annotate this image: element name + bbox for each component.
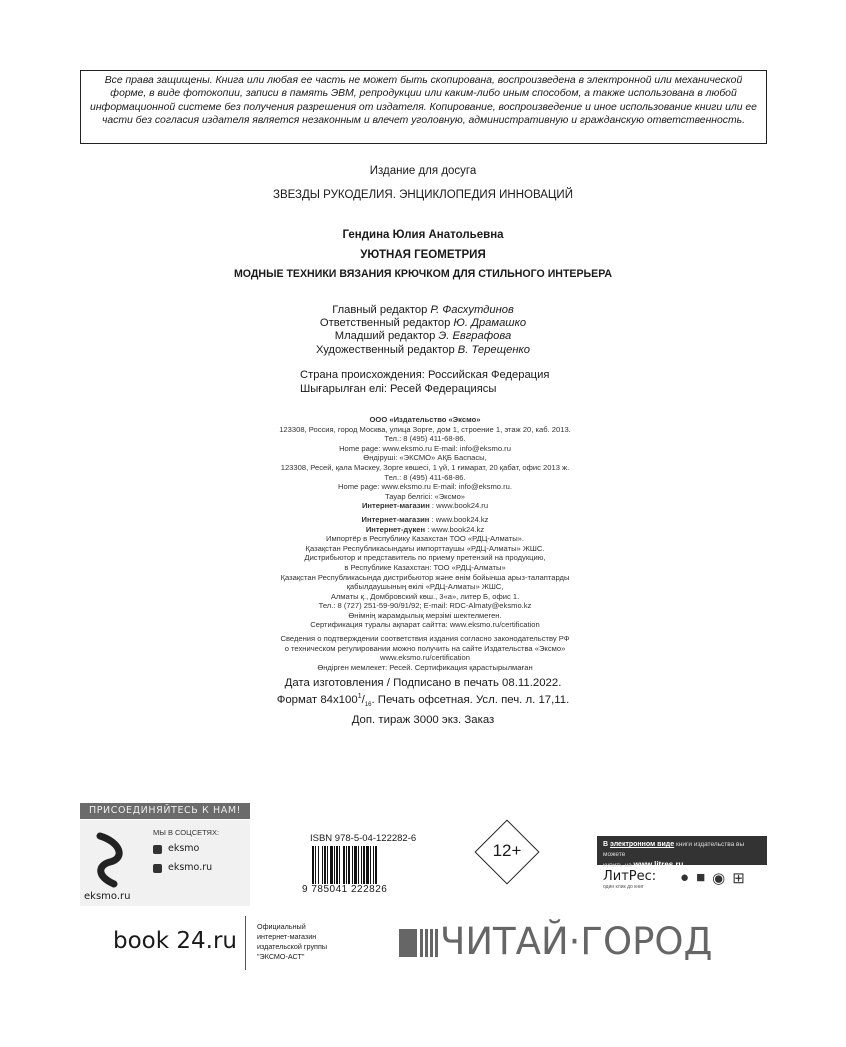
editor-line [0, 330, 846, 343]
shop-label: Интернет-магазин [361, 501, 430, 511]
book-title: УЮТНАЯ ГЕОМЕТРИЯ [360, 249, 486, 261]
social-panel [80, 820, 250, 906]
info-line: Өнімнің жарамдылық мерзімі шектелмеген. [348, 610, 502, 620]
country-kz: Шығарылған елі: Ресей Федерациясы [300, 382, 497, 395]
vk-link[interactable]: eksmo [168, 843, 200, 854]
litres-tagline: один клик до книг [603, 884, 644, 890]
info-line: о техническом регулировании можно получить на сайте Издательства «Эксмо» [284, 643, 566, 653]
country-of-origin [300, 369, 549, 396]
info-line: Home page: www.eksmo.ru E-mail: info@eksmo.ru. [338, 482, 512, 492]
desc-line: интернет-магазин [257, 932, 317, 941]
social-link[interactable]: eksmo.ru [168, 862, 213, 873]
editors-list [0, 304, 846, 357]
editor-line [0, 317, 846, 330]
info-line: Home page: www.eksmo.ru E-mail: info@eksmo.ru [339, 443, 511, 453]
editor-name: Ю. Драмашко [453, 317, 527, 330]
shop-url[interactable]: : www.book24.kz [425, 524, 485, 534]
info-line: Өндірген мемлекет: Ресей. Сертификация қарастырылмаған [317, 662, 533, 672]
format-sub: 16 [364, 702, 372, 709]
book24-logo: book 24.ru [113, 928, 237, 954]
info-line: Тауар белгісі: «Эксмо» [384, 491, 466, 501]
info-line: Тел.: 8 (495) 411-68-86. [384, 472, 466, 482]
litres-em: электронном виде [610, 841, 675, 848]
info-line: Алматы қ., Домбровский көш., 3«а», литер Б, офис 1. [330, 591, 520, 601]
print-run: Доп. тираж 3000 экз. Заказ [351, 713, 495, 726]
eksmo-site[interactable]: eksmo.ru [84, 891, 131, 902]
series-name: ЗВЕЗДЫ РУКОДЕЛИЯ. ЭНЦИКЛОПЕДИЯ ИННОВАЦИЙ [273, 189, 573, 201]
info-line: 123308, Ресей, қала Мәскеу, Зорге көшесі, 1 үй, 1 ғимарат, 20 қабат, офис 2013 ж. [280, 462, 570, 472]
chitai-gorod-logo: ЧИТАЙ·ГОРОД [440, 920, 713, 963]
info-line: Импортёр в Республику Казахстан ТОО «РДЦ-Алматы». [325, 534, 524, 544]
android-icon: ■ [696, 869, 706, 886]
editor-line [0, 344, 846, 357]
chitai-gorod-books-icon [420, 929, 440, 957]
shop-line [220, 525, 630, 535]
print-format: Формат $84x100^1/_{16}$. Печать офсетная. Усл. печ. л. 17,11. [276, 693, 570, 709]
litres-banner[interactable] [597, 836, 767, 869]
eksmo-logo-icon [92, 832, 128, 888]
shop-url[interactable]: : www.book24.ru [429, 501, 489, 511]
litres-url[interactable]: www.litres.ru [633, 860, 684, 869]
barcode-digits: 9 785041 222826 [302, 884, 388, 895]
join-us-banner: ПРИСОЕДИНЯЙТЕСЬ К НАМ! [80, 803, 250, 819]
edition-type: Издание для досуга [369, 165, 477, 177]
shop-line [220, 501, 630, 511]
editor-name: Э. Евграфова [438, 330, 512, 343]
publisher-name: ООО «Издательство «Эксмо» [369, 415, 481, 424]
editor-name: Р. Фасхутдинов [430, 304, 514, 316]
copyright-notice: Все права защищены. Книга или любая ее часть не может быть скопирована, воспроизведена в электронной или механической форме, в виде фотокопии, записи в память ЭВМ, репродукции или каким-либо иным способом, а также использована в любой информационной системе без получения разрешения от издателя. Копирование, воспроизведение и иное использование книги или ее части без согласия издателя является незаконным и влечет уголовную, административную и гражданскую ответственность. [80, 70, 767, 144]
windows-phone-icon: ◉ [712, 870, 726, 887]
publisher-lines [220, 425, 630, 502]
litres-text: купить на [603, 862, 634, 869]
distributor-lines [220, 534, 630, 630]
isbn: ISBN 978-5-04-122282-6 [310, 833, 417, 844]
editor-role: Главный редактор [332, 304, 428, 316]
barcode [312, 846, 422, 884]
book24-description [257, 922, 327, 962]
vk-icon [153, 845, 162, 854]
editor-role: Ответственный редактор [319, 317, 451, 330]
info-line: Тел.: 8 (495) 411-68-86. [384, 434, 466, 444]
desc-line: Официальный [257, 922, 306, 931]
print-date: Дата изготовления / Подписано в печать 08.11.2022. [284, 677, 562, 689]
editor-role: Художественный редактор [315, 343, 455, 356]
barcode-bar [375, 846, 377, 884]
editor-name: В. Терещенко [457, 343, 531, 356]
format-sup: 1 [357, 693, 362, 701]
social-heading: МЫ В СОЦСЕТЯХ: [153, 828, 220, 837]
format-text: . Печать офсетная. Усл. печ. л. 17,11. [371, 694, 570, 707]
info-line: Сведения о подтверждении соответствия издания согласно законодательству РФ [280, 634, 570, 644]
country-ru: Страна происхождения: Российская Федерация [300, 369, 550, 381]
certification-lines [220, 634, 630, 672]
shop-line [220, 515, 630, 525]
info-line: Өндіруші: «ЭКСМО» АҚБ Баспасы, [363, 453, 487, 463]
platform-icons [680, 869, 745, 887]
social-icon [153, 864, 162, 873]
age-rating: 12+ [492, 841, 522, 860]
chitai-gorod-mark-icon [399, 929, 417, 957]
apple-icon: ● [680, 869, 690, 886]
author: Гендина Юлия Анатольевна [342, 229, 504, 241]
info-line: Дистрибьютор и представитель по приему претензий на продукцию, [304, 553, 546, 563]
desc-line: "ЭКСМО-АСТ" [257, 952, 305, 961]
info-line: Қазақстан Республикасында дистрибьютор және өнім бойынша арыз-талаптарды [280, 572, 570, 582]
format-text: Формат 84x100 [276, 694, 358, 707]
publisher-info [220, 415, 630, 672]
desc-line: издательской группы [257, 942, 328, 951]
editor-role: Младший редактор [334, 330, 436, 343]
info-line: Қазақстан Республикасындағы импорттаушы «РДЦ-Алматы» ЖШС. [305, 543, 545, 553]
editor-line [0, 304, 846, 317]
info-line: Тел.: 8 (727) 251-59-90/91/92; E-mail: RDC-Almaty@eksmo.kz [318, 601, 532, 611]
shop-label: Интернет-дүкен [365, 524, 426, 534]
info-line: 123308, Россия, город Москва, улица Зорге, дом 1, строение 1, этаж 20, каб. 2013. [279, 424, 571, 434]
book-subtitle: МОДНЫЕ ТЕХНИКИ ВЯЗАНИЯ КРЮЧКОМ ДЛЯ СТИЛЬНОГО ИНТЕРЬЕРА [233, 268, 613, 280]
info-line: www.eksmo.ru/certification [380, 653, 470, 663]
info-line: в Республике Казахстан: ТОО «РДЦ-Алматы» [344, 562, 506, 572]
litres-text: книги издательства вы можете [603, 841, 745, 858]
shop-url[interactable]: : www.book24.kz [429, 514, 489, 524]
windows-icon: ⊞ [732, 870, 745, 887]
litres-text: В [603, 841, 610, 848]
shop-label: Интернет-магазин [361, 514, 430, 524]
info-line: Сертификация туралы ақпарат сайтта: www.eksmo.ru/certification [310, 620, 540, 630]
divider [245, 916, 246, 970]
print-info [0, 676, 846, 727]
litres-logo: ЛитРес: [603, 869, 657, 884]
info-line: қабылдаушының өкілі «РДЦ-Алматы» ЖШС, [346, 582, 504, 592]
